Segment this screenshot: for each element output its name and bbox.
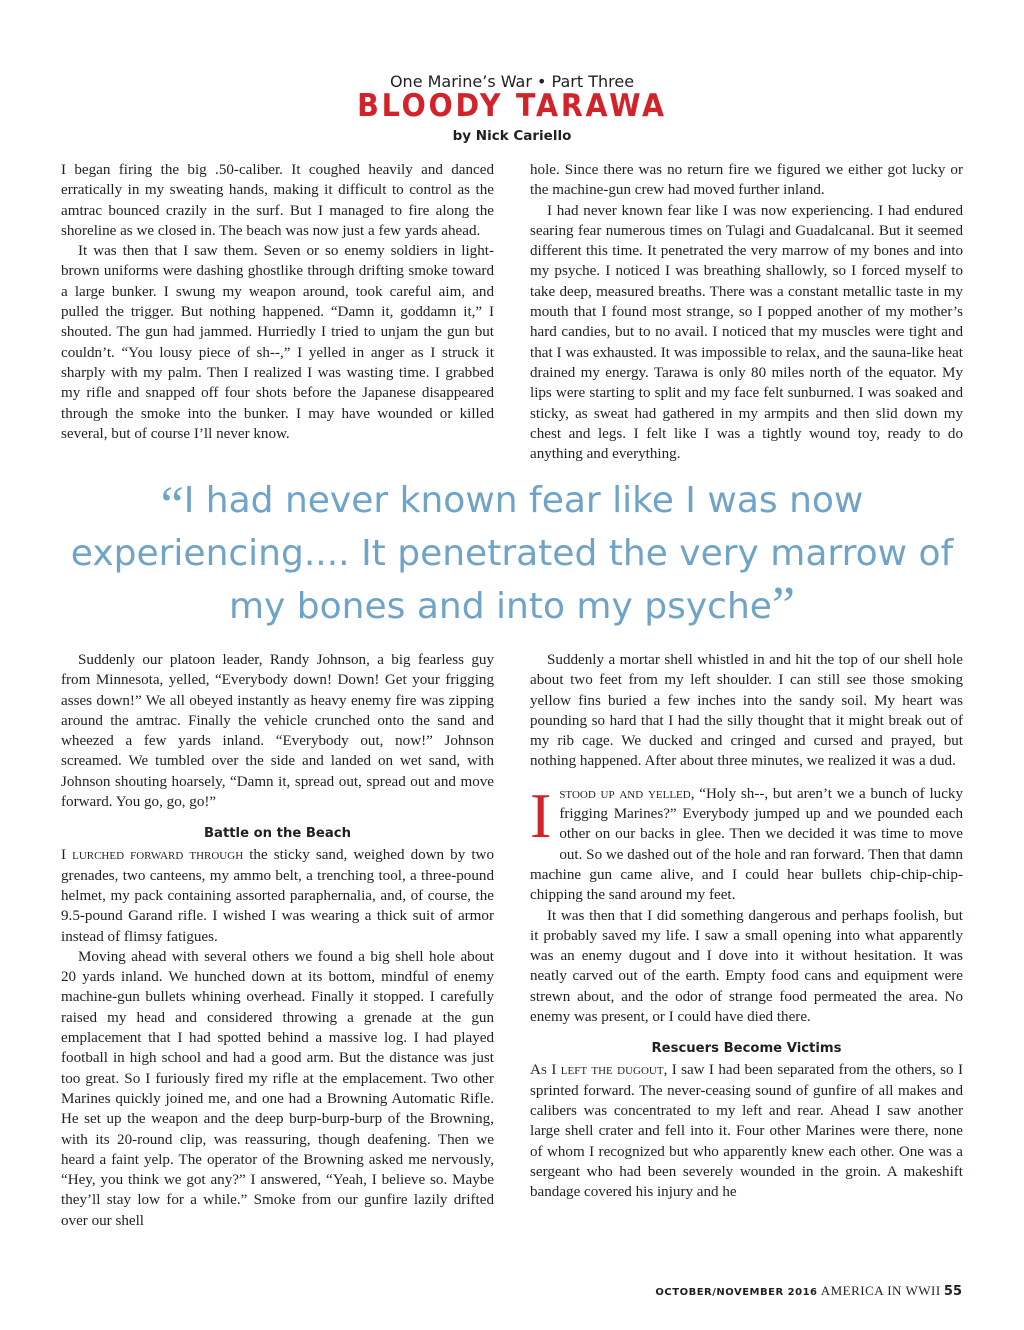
close-quote-mark: ” bbox=[771, 577, 795, 634]
drop-cap: I bbox=[530, 779, 552, 851]
bottom-right-column bbox=[530, 650, 963, 1202]
open-quote-mark: “ bbox=[160, 477, 184, 534]
subheading: Battle on the Beach bbox=[204, 826, 351, 842]
paragraph: Suddenly our platoon leader, Randy Johnson, a big fearless guy from Minnesota, yelled, “Everybody down! Down! Get your frigging asses down!” We all obeyed instantly as heavy enemy fire was zipping around the amtrac. Finally the vehicle crunched onto the sand and wheezed a few yards inland. “Everybody out, now!” Johnson screamed. We tumbled over the side and landed on wet sand, with Johnson shouting hoarsely, “Damn it, spread out, spread out and move forward. You go, go, go!” bbox=[61, 652, 494, 811]
bottom-left-column bbox=[61, 650, 494, 1231]
paragraph: I lurched forward through the sticky sand, weighed down by two grenades, two canteens, my ammo belt, a trenching tool, a three-pound helmet, my pack containing assorted paraphernalia, and, of course, the 9.5-pound Garand rifle. I wished I was wearing a thick suit of armor instead of flimsy fatigues. bbox=[61, 847, 494, 945]
paragraph: I had never known fear like I was now experiencing. I had endured searing fear numerous times on Tulagi and Guadalcanal. But it seemed different this time. It penetrated the very marrow of my bones and into my psyche. I noticed I was breathing shallowly, so I forced myself to take deep, measured breaths. There was a constant metallic taste in my mouth that I found most strange, so I popped another of my mother’s hard candies, but to no avail. I noticed that my muscles were tight and that I was exhausted. It was impossible to relax, and the sauna-like heat drained my energy. Tarawa is only 80 miles north of the equator. My lips were starting to split and my face felt sunburned. I was soaked and sticky, as sweat had gathered in my armpits and then slid down my chest and legs. I felt like I was a tightly wound toy, ready to do anything and everything. bbox=[530, 202, 963, 463]
subheading: Rescuers Become Victims bbox=[651, 1041, 842, 1057]
pull-quote-text: I had never known fear like I was now experiencing.... It penetrated the very marrow of my bones and into my psyche bbox=[70, 480, 954, 627]
paragraph: I began firing the big .50-caliber. It coughed heavily and danced erratically in my sweating hands, making it difficult to control as the amtrac bounced crazily in the surf. But I managed to fire along the shoreline as we closed in. The beach was now just a few yards ahead. bbox=[61, 162, 494, 239]
series-kicker: One Marine’s War • Part Three bbox=[389, 72, 635, 91]
lead-in: As I left the dugout, bbox=[530, 1062, 668, 1079]
page-footer bbox=[655, 1283, 962, 1299]
magazine-name: AMERICA IN WWII bbox=[820, 1283, 941, 1298]
pull-quote bbox=[60, 474, 964, 633]
top-left-column bbox=[61, 160, 494, 444]
article-title: BLOODY TARAWA bbox=[357, 88, 667, 124]
paragraph: Moving ahead with several others we found a big shell hole about 20 yards inland. We hunched down at its bottom, mindful of enemy machine-gun bullets whining overhead. Finally it stopped. I carefully raised my head and considered throwing a grenade at the gun emplacement that I had spotted behind a massive log. I had played football in high school and had a good arm. But the distance was just too great. So I furiously fired my rifle at the emplacement. Two other Marines quickly joined me, and one had a Browning Automatic Rifle. He set up the weapon and the deep burp-burp-burp of the Browning, with its 20-round clip, was reassuring, though deafening. Then we heard a faint yelp. The operator of the Browning asked me nervously, “Hey, you think we got any?” I answered, “Yeah, I believe so. Maybe they’ll stay low for a while.” Smoke from our gunfire lazily drifted over our shell bbox=[61, 948, 494, 1229]
page-number: 55 bbox=[943, 1284, 962, 1299]
paragraph: It was then that I did something dangerous and perhaps foolish, but it probably saved my life. I saw a small opening into what apparently was an enemy dugout and I dove into it without hesitation. It was neatly carved out of the earth. Empty food cans and equipment were strewn about, and the odor of strange food permeated the area. No enemy was present, or I could have died there. bbox=[530, 907, 963, 1026]
paragraph: It was then that I saw them. Seven or so enemy soldiers in light-brown uniforms were dashing ghostlike through drifting smoke toward a large bunker. I swung my weapon around, took careful aim, and pulled the trigger. But nothing happened. “Damn it, goddamn it,” I shouted. The gun had jammed. Hurriedly I tried to unjam the gun but couldn’t. “You lousy piece of sh--,” I yelled in anger as I struck it sharply with my palm. Then I realized I was wasting time. I grabbed my rifle and snapped off four shots before the Japanese disappeared through the smoke into the bunker. I may have wounded or killed several, but of course I’ll never know. bbox=[61, 243, 494, 442]
paragraph: Suddenly a mortar shell whistled in and hit the top of our shell hole about two feet from my left shoulder. I can still see those smoking yellow fins buried a few inches into the sandy soil. My heart was pounding so hard that I had the silly thought that it might break out of my rib cage. We ducked and cringed and cursed and prayed, but nothing happened. After about three minutes, we realized it was a dud. bbox=[530, 652, 963, 770]
lead-in: I lurched forward through bbox=[61, 847, 244, 864]
paragraph: hole. Since there was no return fire we figured we either got lucky or the machine-gun crew had moved further inland. bbox=[530, 162, 963, 199]
byline: by Nick Cariello bbox=[452, 128, 572, 144]
paragraph: Istood up and yelled, “Holy sh--, but aren’t we a bunch of lucky frigging Marines?” Everybody jumped up and we pounded each other on our backs in glee. Then we decided it was time to move out. So we dashed out of the hole and ran forward. Then that damn machine gun came alive, and I could hear bullets chip-chip-chip-chipping the sand around my feet. bbox=[530, 779, 963, 904]
paragraph: As I left the dugout, I saw I had been separated from the others, so I sprinted forward. The never-ceasing sound of gunfire of all makes and calibers was concentrated to my left and rear. Ahead I saw another large shell crater and fell into it. Four other Marines were there, none of whom I recognized but who apparently knew each other. One was a sergeant who had been severely wounded in the groin. A makeshift bandage covered his injury and he bbox=[530, 1062, 963, 1201]
issue-date: OCTOBER/NOVEMBER 2016 bbox=[655, 1287, 818, 1298]
top-right-column bbox=[530, 160, 963, 464]
lead-in: stood up and yelled, bbox=[559, 785, 695, 802]
